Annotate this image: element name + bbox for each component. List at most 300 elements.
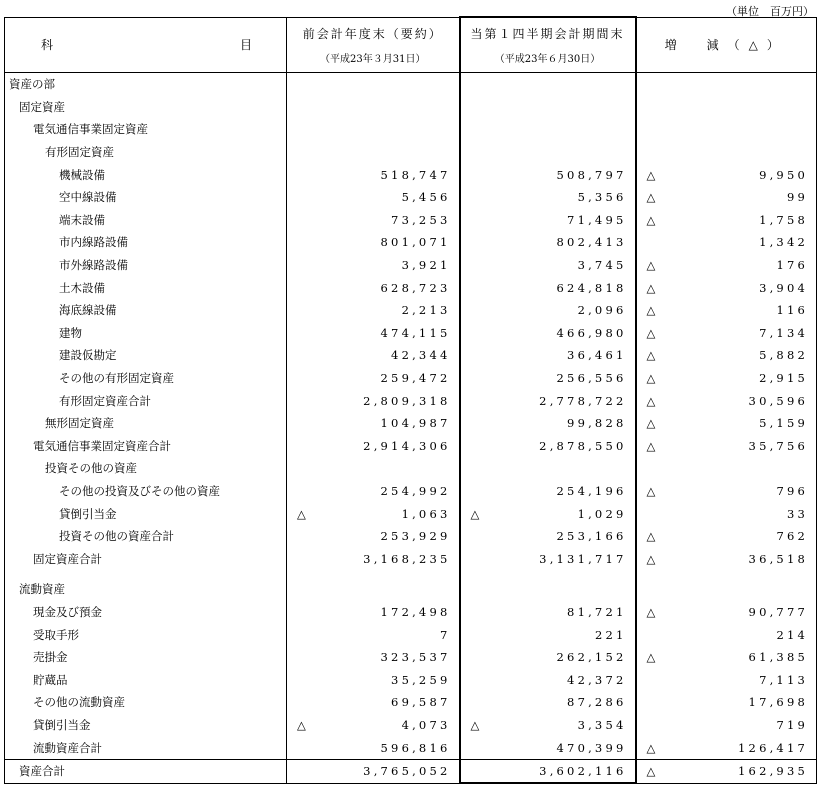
- diff-value: 36,518: [748, 551, 808, 566]
- table-row: [5, 570, 817, 578]
- table-row: [5, 276, 817, 299]
- prev-value: 323,537: [380, 650, 451, 665]
- curr-cell: [460, 578, 636, 601]
- account-label: 電気通信事業固定資産合計: [33, 438, 171, 453]
- curr-cell: [460, 141, 636, 164]
- account-cell: [5, 344, 287, 367]
- balance-sheet-table: [4, 16, 817, 784]
- account-label: 投資その他の資産: [45, 461, 137, 476]
- curr-value: 508,797: [556, 167, 627, 182]
- header-kamoku: [5, 17, 287, 73]
- prev-cell: [287, 435, 460, 458]
- account-cell: [5, 186, 287, 209]
- prev-value: 596,816: [380, 740, 451, 755]
- header-prev-title: 前会計年度末（要約）: [302, 26, 443, 41]
- curr-value: 5,356: [577, 190, 627, 205]
- account-label: 市外線路設備: [59, 258, 128, 273]
- header-current-period: [460, 17, 636, 73]
- diff-value: 5,882: [759, 348, 808, 363]
- curr-cell: [460, 547, 636, 570]
- prev-value: 2,809,318: [363, 393, 451, 408]
- account-cell: [5, 141, 287, 164]
- negative-mark: △: [646, 167, 659, 182]
- prev-value: 518,747: [380, 167, 451, 182]
- diff-cell: [636, 118, 817, 141]
- account-cell: [5, 502, 287, 525]
- account-label: 建物: [59, 325, 82, 340]
- diff-cell: [636, 276, 817, 299]
- account-cell: [5, 163, 287, 186]
- prev-cell: [287, 231, 460, 254]
- curr-cell: [460, 601, 636, 624]
- curr-cell: [460, 96, 636, 119]
- diff-value: 9,950: [759, 167, 808, 182]
- curr-value: 253,166: [556, 529, 627, 544]
- negative-mark: △: [297, 506, 310, 521]
- prev-cell: [287, 668, 460, 691]
- negative-mark: △: [646, 212, 659, 227]
- header-kamoku-right: 目: [239, 38, 252, 53]
- diff-value: 719: [776, 717, 808, 732]
- diff-value: 5,159: [759, 416, 808, 431]
- account-cell: [5, 209, 287, 232]
- account-cell: [5, 389, 287, 412]
- curr-cell: [460, 367, 636, 390]
- curr-cell: [460, 73, 636, 96]
- curr-value: 3,354: [577, 717, 627, 732]
- account-label: 電気通信事業固定資産: [33, 122, 148, 137]
- table-row: [5, 73, 817, 96]
- account-cell: [5, 457, 287, 480]
- negative-mark: △: [646, 529, 659, 544]
- prev-value: 2,213: [401, 303, 451, 318]
- diff-cell: [636, 209, 817, 232]
- prev-value: 73,253: [391, 212, 451, 227]
- diff-value: 90,777: [748, 604, 808, 619]
- prev-cell: [287, 163, 460, 186]
- diff-value: 3,904: [759, 280, 808, 295]
- account-label: 投資その他の資産合計: [59, 529, 174, 544]
- spacer-cell: [636, 570, 817, 578]
- account-label: 貸倒引当金: [59, 506, 117, 521]
- diff-cell: [636, 480, 817, 503]
- account-cell: [5, 714, 287, 737]
- curr-cell: [460, 736, 636, 759]
- diff-cell: [636, 646, 817, 669]
- account-cell: [5, 601, 287, 624]
- prev-value: 3,921: [401, 258, 451, 273]
- account-label: 流動資産: [19, 582, 65, 597]
- diff-cell: [636, 73, 817, 96]
- curr-cell: [460, 276, 636, 299]
- table-row: [5, 547, 817, 570]
- prev-value: 628,723: [380, 280, 451, 295]
- prev-value: 1,063: [401, 506, 451, 521]
- account-cell: [5, 578, 287, 601]
- diff-cell: [636, 547, 817, 570]
- curr-cell: [460, 714, 636, 737]
- prev-cell: [287, 457, 460, 480]
- diff-cell: [636, 96, 817, 119]
- diff-cell: [636, 601, 817, 624]
- negative-mark: △: [646, 650, 659, 665]
- negative-mark: △: [297, 717, 310, 732]
- account-label: 資産の部: [9, 77, 55, 92]
- header-prev-period: [287, 17, 460, 73]
- negative-mark: △: [470, 717, 483, 732]
- prev-cell: [287, 578, 460, 601]
- curr-value: 256,556: [556, 371, 627, 386]
- table-row: [5, 736, 817, 759]
- curr-cell: [460, 118, 636, 141]
- prev-cell: [287, 601, 460, 624]
- diff-cell: [636, 759, 817, 783]
- prev-value: 42,344: [391, 348, 451, 363]
- diff-cell: [636, 668, 817, 691]
- prev-value: 5,456: [401, 190, 451, 205]
- table-row: [5, 231, 817, 254]
- prev-cell: [287, 276, 460, 299]
- account-cell: [5, 276, 287, 299]
- table-row: [5, 480, 817, 503]
- account-label: 固定資産: [19, 99, 65, 114]
- curr-value: 470,399: [556, 740, 627, 755]
- diff-value: 33: [786, 506, 808, 521]
- table-row: [5, 163, 817, 186]
- account-label: 現金及び預金: [33, 604, 102, 619]
- diff-cell: [636, 578, 817, 601]
- negative-mark: △: [646, 325, 659, 340]
- curr-cell: [460, 525, 636, 548]
- curr-cell: [460, 209, 636, 232]
- prev-cell: [287, 186, 460, 209]
- spacer-cell: [5, 570, 287, 578]
- diff-cell: [636, 389, 817, 412]
- negative-mark: △: [646, 393, 659, 408]
- table-row: [5, 209, 817, 232]
- diff-cell: [636, 714, 817, 737]
- prev-cell: [287, 254, 460, 277]
- diff-cell: [636, 299, 817, 322]
- table-row: [5, 578, 817, 601]
- curr-cell: [460, 668, 636, 691]
- prev-value: 3,765,052: [363, 764, 451, 779]
- account-label: 機械設備: [59, 167, 105, 182]
- table-row: [5, 254, 817, 277]
- table-row: [5, 623, 817, 646]
- prev-cell: [287, 96, 460, 119]
- prev-value: 474,115: [380, 325, 451, 340]
- diff-cell: [636, 254, 817, 277]
- negative-mark: △: [646, 604, 659, 619]
- account-cell: [5, 96, 287, 119]
- curr-value: 2,096: [577, 303, 627, 318]
- curr-value: 254,196: [556, 483, 627, 498]
- table-row: [5, 367, 817, 390]
- diff-cell: [636, 141, 817, 164]
- curr-value: 802,413: [556, 235, 627, 250]
- table-row: [5, 186, 817, 209]
- header-kamoku-left: 科: [41, 38, 54, 53]
- account-cell: [5, 254, 287, 277]
- account-cell: [5, 547, 287, 570]
- prev-cell: [287, 118, 460, 141]
- account-label: 市内線路設備: [59, 235, 128, 250]
- negative-mark: △: [646, 303, 659, 318]
- diff-cell: [636, 367, 817, 390]
- spacer-cell: [460, 570, 636, 578]
- prev-value: 2,914,306: [363, 438, 451, 453]
- curr-value: 2,778,722: [539, 393, 627, 408]
- negative-mark: △: [470, 506, 483, 521]
- curr-value: 3,745: [577, 258, 627, 273]
- balance-sheet: [4, 16, 816, 784]
- curr-cell: [460, 322, 636, 345]
- table-row: [5, 691, 817, 714]
- prev-cell: [287, 209, 460, 232]
- curr-value: 466,980: [556, 325, 627, 340]
- diff-value: 7,113: [759, 672, 808, 687]
- table-row: [5, 412, 817, 435]
- curr-cell: [460, 163, 636, 186]
- diff-value: 176: [776, 258, 808, 273]
- account-cell: [5, 668, 287, 691]
- account-label: 海底線設備: [59, 303, 117, 318]
- diff-value: 796: [776, 483, 808, 498]
- account-cell: [5, 412, 287, 435]
- prev-cell: [287, 322, 460, 345]
- curr-cell: [460, 623, 636, 646]
- curr-cell: [460, 691, 636, 714]
- diff-value: 7,134: [759, 325, 808, 340]
- curr-value: 99,828: [567, 416, 627, 431]
- prev-cell: [287, 525, 460, 548]
- diff-cell: [636, 163, 817, 186]
- account-label: 固定資産合計: [33, 551, 102, 566]
- diff-value: 61,385: [748, 650, 808, 665]
- diff-cell: [636, 457, 817, 480]
- prev-cell: [287, 502, 460, 525]
- table-row: [5, 118, 817, 141]
- account-cell: [5, 231, 287, 254]
- account-label: 土木設備: [59, 280, 105, 295]
- table-row: [5, 322, 817, 345]
- prev-value: 3,168,235: [363, 551, 451, 566]
- diff-cell: [636, 736, 817, 759]
- diff-value: 762: [776, 529, 808, 544]
- curr-cell: [460, 457, 636, 480]
- diff-cell: [636, 412, 817, 435]
- negative-mark: △: [646, 190, 659, 205]
- prev-cell: [287, 344, 460, 367]
- prev-cell: [287, 367, 460, 390]
- prev-cell: [287, 736, 460, 759]
- account-cell: [5, 299, 287, 322]
- header-prev-date: （平成23年３月31日）: [320, 53, 426, 65]
- curr-cell: [460, 412, 636, 435]
- diff-cell: [636, 344, 817, 367]
- diff-cell: [636, 435, 817, 458]
- diff-value: 35,756: [748, 438, 808, 453]
- curr-value: 221: [594, 627, 627, 642]
- prev-cell: [287, 646, 460, 669]
- account-label: 資産合計: [19, 764, 65, 779]
- account-label: 貸倒引当金: [33, 717, 91, 732]
- account-label: 売掛金: [33, 650, 68, 665]
- negative-mark: △: [646, 438, 659, 453]
- curr-cell: [460, 344, 636, 367]
- header-curr-date: （平成23年６月30日）: [494, 54, 601, 65]
- prev-cell: [287, 714, 460, 737]
- curr-cell: [460, 254, 636, 277]
- prev-cell: [287, 299, 460, 322]
- curr-cell: [460, 299, 636, 322]
- account-label: その他の流動資産: [33, 695, 125, 710]
- diff-cell: [636, 502, 817, 525]
- account-label: 無形固定資産: [45, 416, 114, 431]
- diff-cell: [636, 322, 817, 345]
- diff-cell: [636, 525, 817, 548]
- curr-cell: [460, 186, 636, 209]
- curr-cell: [460, 435, 636, 458]
- account-cell: [5, 525, 287, 548]
- curr-value: 81,721: [567, 604, 627, 619]
- negative-mark: △: [646, 280, 659, 295]
- prev-cell: [287, 141, 460, 164]
- curr-value: 71,495: [567, 212, 627, 227]
- diff-cell: [636, 623, 817, 646]
- table-body: [5, 73, 817, 784]
- curr-value: 2,878,550: [539, 438, 627, 453]
- prev-value: 254,992: [380, 483, 451, 498]
- diff-value: 126,417: [738, 740, 808, 755]
- negative-mark: △: [646, 764, 659, 779]
- table-row: [5, 502, 817, 525]
- diff-value: 30,596: [748, 393, 808, 408]
- prev-value: 104,987: [380, 416, 451, 431]
- curr-value: 1,029: [577, 506, 627, 521]
- diff-cell: [636, 186, 817, 209]
- prev-value: 4,073: [401, 717, 451, 732]
- account-cell: [5, 480, 287, 503]
- table-row: [5, 759, 817, 783]
- curr-cell: [460, 646, 636, 669]
- table-row: [5, 435, 817, 458]
- curr-cell: [460, 759, 636, 783]
- account-label: 流動資産合計: [33, 740, 102, 755]
- header-difference: [636, 17, 817, 73]
- prev-value: 35,259: [391, 672, 451, 687]
- prev-cell: [287, 73, 460, 96]
- account-cell: [5, 367, 287, 390]
- table-row: [5, 96, 817, 119]
- diff-value: 1,758: [759, 212, 808, 227]
- prev-cell: [287, 547, 460, 570]
- prev-cell: [287, 389, 460, 412]
- prev-value: 7: [439, 627, 451, 642]
- account-label: 受取手形: [33, 627, 79, 642]
- prev-cell: [287, 759, 460, 783]
- diff-value: 162,935: [738, 764, 808, 779]
- negative-mark: △: [646, 371, 659, 386]
- prev-value: 253,929: [380, 529, 451, 544]
- negative-mark: △: [646, 348, 659, 363]
- diff-value: 99: [786, 190, 808, 205]
- prev-cell: [287, 412, 460, 435]
- diff-cell: [636, 231, 817, 254]
- diff-value: 17,698: [748, 695, 808, 710]
- diff-value: 2,915: [759, 371, 808, 386]
- diff-value: 214: [776, 627, 808, 642]
- negative-mark: △: [646, 258, 659, 273]
- account-label: 端末設備: [59, 212, 105, 227]
- prev-cell: [287, 623, 460, 646]
- negative-mark: △: [646, 416, 659, 431]
- account-label: 有形固定資産合計: [59, 393, 151, 408]
- table-row: [5, 714, 817, 737]
- account-label: 建設仮勘定: [59, 348, 117, 363]
- account-cell: [5, 73, 287, 96]
- table-row: [5, 457, 817, 480]
- account-cell: [5, 646, 287, 669]
- curr-value: 42,372: [567, 672, 627, 687]
- header-curr-title: 当第１四半期会計期間末: [470, 27, 625, 41]
- account-cell: [5, 736, 287, 759]
- diff-value: 1,342: [759, 235, 808, 250]
- account-cell: [5, 118, 287, 141]
- table-row: [5, 646, 817, 669]
- table-row: [5, 299, 817, 322]
- prev-value: 69,587: [391, 695, 451, 710]
- header-diff-title: 増 減（△）: [664, 38, 788, 53]
- account-cell: [5, 435, 287, 458]
- curr-cell: [460, 502, 636, 525]
- prev-cell: [287, 480, 460, 503]
- diff-value: 116: [776, 303, 808, 318]
- curr-value: 262,152: [556, 650, 627, 665]
- curr-cell: [460, 480, 636, 503]
- account-label: 有形固定資産: [45, 145, 114, 160]
- curr-value: 36,461: [567, 348, 627, 363]
- curr-value: 3,602,116: [539, 764, 627, 779]
- table-row: [5, 344, 817, 367]
- table-row: [5, 668, 817, 691]
- negative-mark: △: [646, 483, 659, 498]
- prev-value: 801,071: [380, 235, 451, 250]
- table-row: [5, 601, 817, 624]
- spacer-cell: [287, 570, 460, 578]
- negative-mark: △: [646, 551, 659, 566]
- diff-cell: [636, 691, 817, 714]
- prev-cell: [287, 691, 460, 714]
- curr-value: 87,286: [567, 695, 627, 710]
- curr-cell: [460, 231, 636, 254]
- curr-value: 624,818: [556, 280, 627, 295]
- table-row: [5, 141, 817, 164]
- unit-note: （単位 百万円）: [726, 5, 814, 18]
- table-row: [5, 525, 817, 548]
- account-label: 貯蔵品: [33, 672, 68, 687]
- account-cell: [5, 623, 287, 646]
- header-row: [5, 17, 817, 73]
- curr-value: 3,131,717: [539, 551, 627, 566]
- account-label: 空中線設備: [59, 190, 117, 205]
- account-label: その他の投資及びその他の資産: [59, 483, 220, 498]
- negative-mark: △: [646, 740, 659, 755]
- account-cell: [5, 759, 287, 783]
- prev-value: 259,472: [380, 371, 451, 386]
- table-row: [5, 389, 817, 412]
